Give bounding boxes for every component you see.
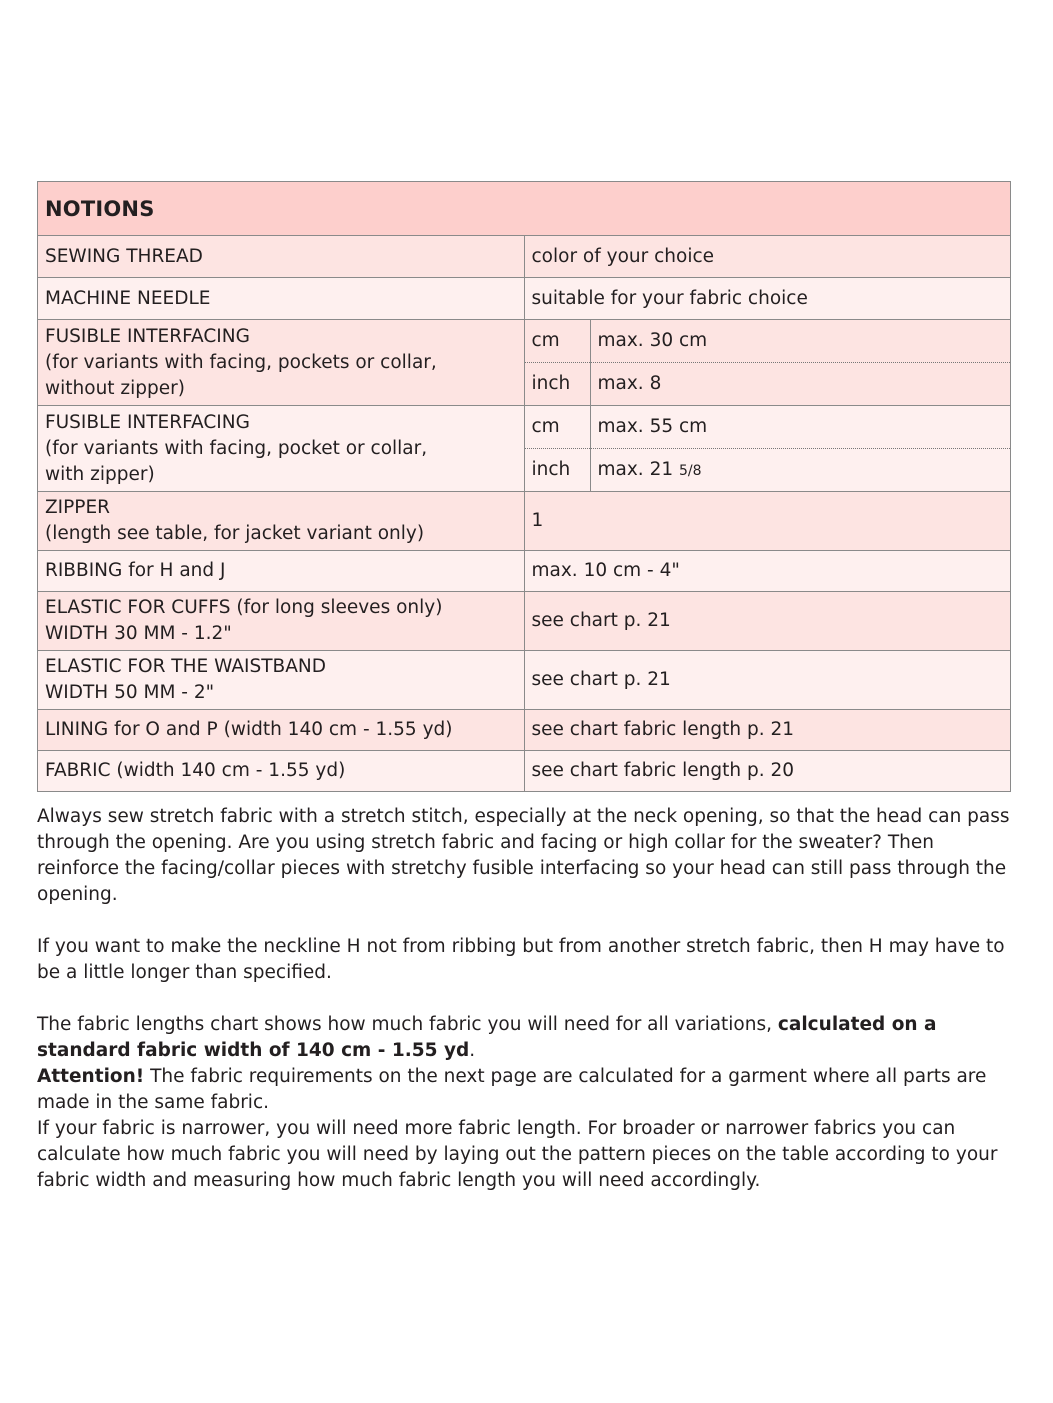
table-row [38,651,1011,710]
paragraph-narrower-fabric: If your fabric is narrower, you will need more fabric length. For broader or narrower fabrics you can calculate how much fabric you will need by laying out the pattern pieces on the table according to your fabric width and measuring how much fabric length you will need accordingly. [37,1118,998,1191]
item-line: WIDTH 30 MM - 1.2" [45,623,232,644]
item-elastic-waistband [38,651,525,710]
item-machine-needle: MACHINE NEEDLE [38,278,525,320]
amount-inch: max. 8 [597,373,662,394]
item-line: WIDTH 50 MM - 2" [45,682,215,703]
amount-cm: max. 30 cm [590,320,1010,363]
value-zipper: 1 [524,492,1011,551]
value-fusible-interfacing-no-zipper [524,320,1011,406]
item-fabric: FABRIC (width 140 cm - 1.55 yd) [38,751,525,792]
table-row [38,406,1011,492]
notions-header-row [38,182,1011,236]
item-sewing-thread: SEWING THREAD [38,236,525,278]
amount-inch-whole: max. 21 [597,458,674,480]
item-lining: LINING for O and P (width 140 cm - 1.55 yd) [38,710,525,751]
value-fabric: see chart fabric length p. 20 [524,751,1011,792]
paragraph-neckline: If you want to make the neckline H not from ribbing but from another stretch fabric, then H may have to be a little longer than specified. [37,936,1005,983]
table-row [38,710,1011,751]
unit-subtable [525,320,1011,405]
value-machine-needle: suitable for your fabric choice [524,278,1011,320]
unit-subtable [525,406,1011,491]
table-row [38,278,1011,320]
amount-inch-fraction: 5/8 [679,462,702,479]
attention-label: Attention! [37,1066,145,1087]
notions-title: NOTIONS [38,182,1011,236]
value-sewing-thread: color of your choice [524,236,1011,278]
text-span: The fabric requirements on the next page are calculated for a garment where all parts are made in the same fabric. [37,1066,987,1113]
paragraph-stretch-stitch: Always sew stretch fabric with a stretch stitch, especially at the neck opening, so that the head can pass through the opening. Are you using stretch fabric and facing or high collar for the sweater? Then reinforce the facing/collar pieces with stretchy fusible interfacing so your head can still pass through the opening. [37,806,1010,905]
value-ribbing: max. 10 cm - 4" [524,551,1011,592]
item-line: ELASTIC FOR CUFFS (for long sleeves only) [45,597,443,618]
item-line: (for variants with facing, pocket or collar, [45,437,428,459]
paragraph-attention [37,1064,1017,1116]
table-row [38,551,1011,592]
amount-cm: max. 55 cm [590,406,1010,449]
item-line: with zipper) [45,463,155,485]
unit-cm: cm [525,320,591,363]
notions-table [37,181,1011,792]
bold-text: calculated on a standard fabric width of 140 cm - 1.55 yd [37,1014,937,1061]
unit-inch: inch [525,449,591,492]
item-line: without zipper) [45,377,185,399]
item-elastic-cuffs [38,592,525,651]
text-span: The fabric lengths chart shows how much fabric you will need for all variations, [37,1014,778,1035]
table-row [38,320,1011,406]
table-row [38,751,1011,792]
table-row [38,592,1011,651]
item-line: ZIPPER [45,497,110,518]
paragraph-fabric-lengths [37,1012,1017,1064]
text-span: . [469,1040,476,1061]
value-lining: see chart fabric length p. 21 [524,710,1011,751]
unit-cm: cm [525,406,591,449]
item-ribbing: RIBBING for H and J [38,551,525,592]
item-fusible-interfacing-with-zipper [38,406,525,492]
value-fusible-interfacing-with-zipper [524,406,1011,492]
instructions-text [37,804,1017,1194]
item-line: (for variants with facing, pockets or collar, [45,351,437,373]
unit-inch: inch [525,363,591,406]
item-fusible-interfacing-no-zipper [38,320,525,406]
item-line: FUSIBLE INTERFACING [45,411,250,433]
value-elastic-cuffs: see chart p. 21 [524,592,1011,651]
item-zipper [38,492,525,551]
amount-inch [590,449,1010,492]
item-line: (length see table, for jacket variant only) [45,523,425,544]
table-row [38,236,1011,278]
item-line: ELASTIC FOR THE WAISTBAND [45,656,326,677]
item-line: FUSIBLE INTERFACING [45,325,250,347]
value-elastic-waistband: see chart p. 21 [524,651,1011,710]
table-row [38,492,1011,551]
